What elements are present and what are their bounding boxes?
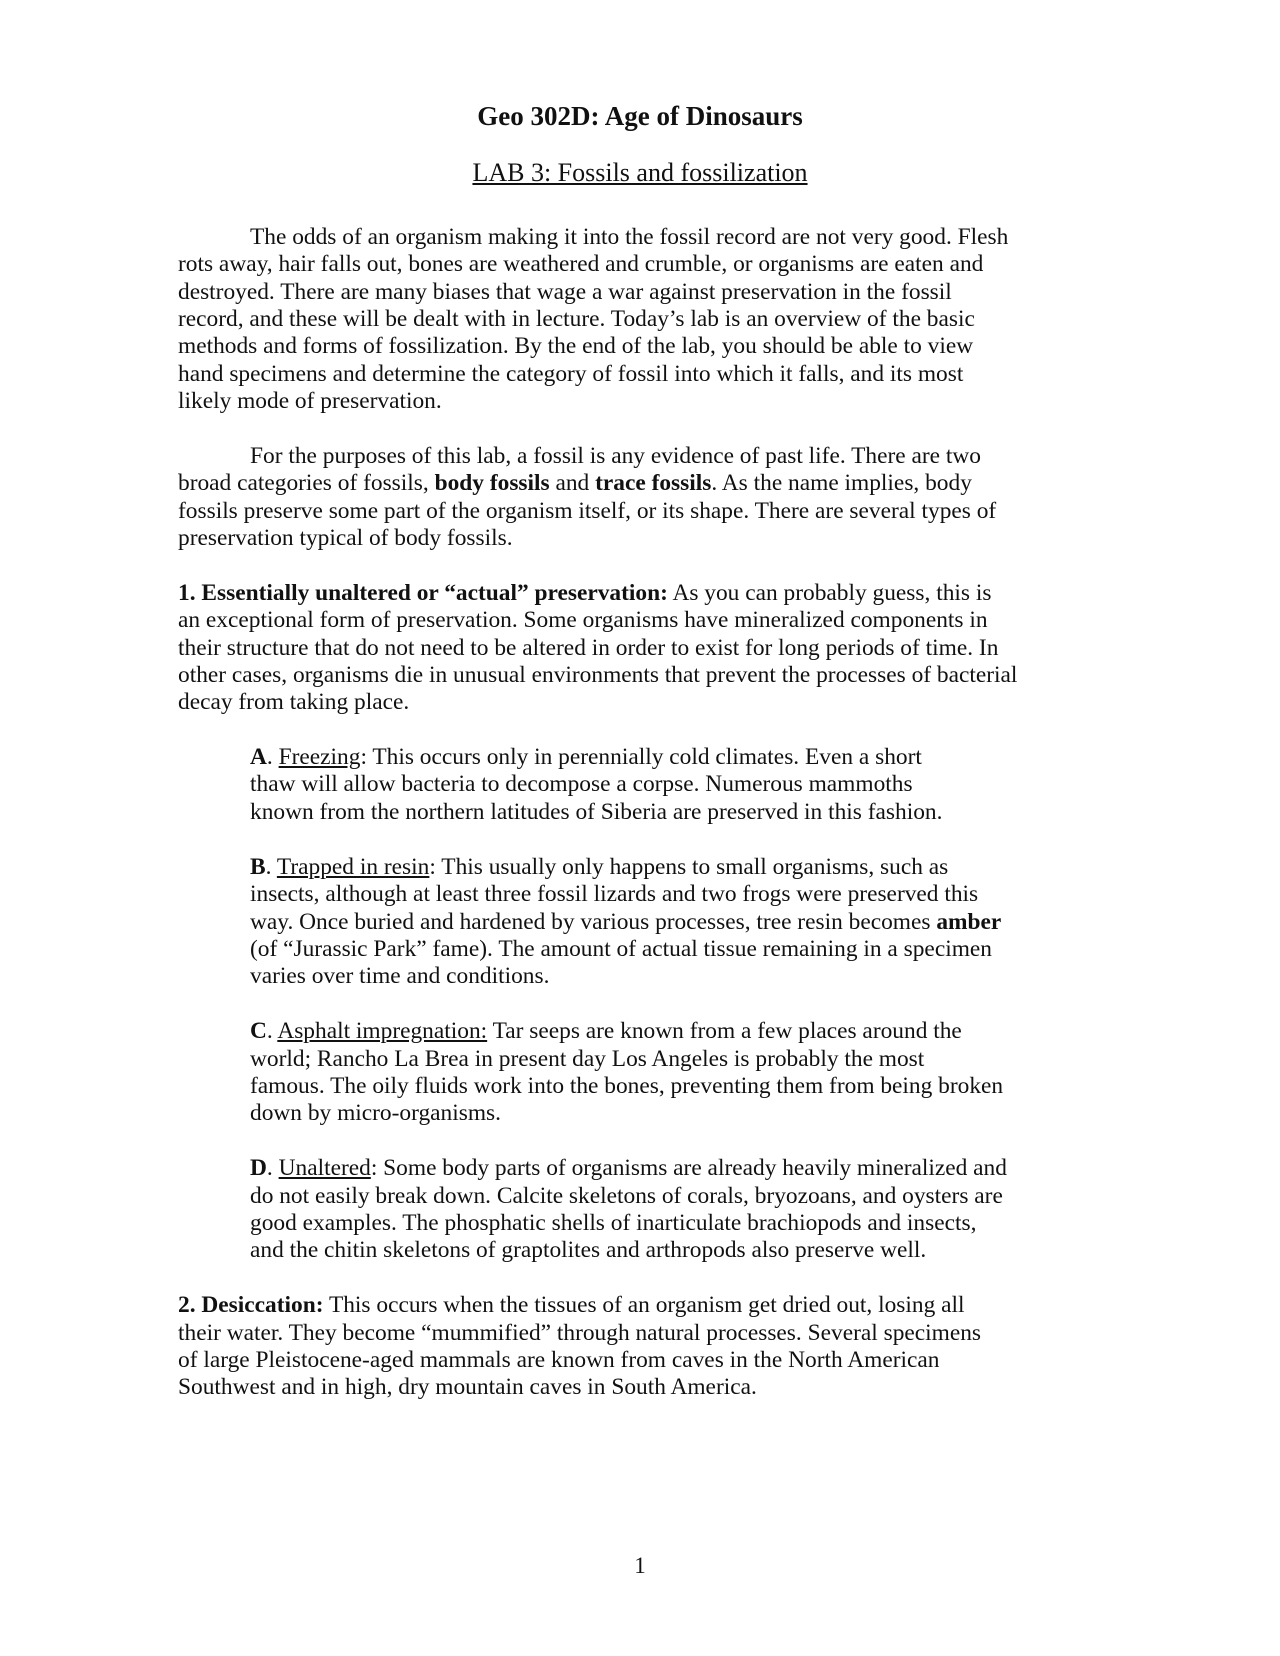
page-number: 1 [634, 1553, 646, 1578]
subsection-b-line: varies over time and conditions. [250, 963, 550, 989]
document-subtitle: LAB 3: Fossils and fossilization [472, 158, 808, 187]
text-span: and [549, 470, 596, 496]
asphalt-impregnation-term: Asphalt impregnation: [277, 1018, 488, 1044]
subsection-letter: B [250, 854, 266, 880]
section-1-heading: 1. Essentially unaltered or “actual” preservation: [178, 580, 668, 606]
text-span: way. Once buried and hardened by various processes, tree resin becomes [250, 909, 937, 935]
subsection-c-line: C. Asphalt impregnation: Tar seeps are known from a few places around the [250, 1018, 962, 1044]
subsection-c-line: world; Rancho La Brea in present day Los Angeles is probably the most [250, 1046, 925, 1072]
subsection-letter: C [250, 1018, 267, 1044]
text-span: : This occurs only in perennially cold climates. Even a short [360, 744, 922, 770]
intro-line: hand specimens and determine the category of fossil into which it falls, and its most [178, 361, 964, 387]
subsection-b-line: B. Trapped in resin: This usually only happens to small organisms, such as [250, 854, 949, 880]
purpose-line: fossils preserve some part of the organism itself, or its shape. There are several types of [178, 498, 997, 524]
subsection-a-line: thaw will allow bacteria to decompose a corpse. Numerous mammoths [250, 771, 913, 797]
subsection-b-line: (of “Jurassic Park” fame). The amount of actual tissue remaining in a specimen [250, 936, 992, 962]
unaltered-term: Unaltered [278, 1155, 371, 1181]
intro-line: record, and these will be dealt with in lecture. Today’s lab is an overview of the basic [178, 306, 975, 332]
subsection-a-line: known from the northern latitudes of Siberia are preserved in this fashion. [250, 799, 943, 825]
section-2-line: Southwest and in high, dry mountain caves in South America. [178, 1374, 757, 1400]
purpose-line [178, 469, 972, 497]
section-2-heading: 2. Desiccation: [178, 1292, 324, 1318]
trace-fossils-term: trace fossils [595, 470, 712, 496]
section-1-line: decay from taking place. [178, 689, 410, 715]
section-2-line [178, 1291, 965, 1319]
intro-line: destroyed. There are many biases that wage a war against preservation in the fossil [178, 279, 952, 305]
intro-line: methods and forms of fossilization. By the end of the lab, you should be able to view [178, 333, 974, 359]
subsection-a-line: A. Freezing: This occurs only in perennially cold climates. Even a short [250, 744, 922, 770]
section-1-line: their structure that do not need to be altered in order to exist for long periods of time. In [178, 635, 999, 661]
subsection-d-line: D. Unaltered: Some body parts of organisms are already heavily mineralized and [250, 1155, 1007, 1181]
subsection-c-line: down by micro-organisms. [250, 1100, 501, 1126]
section-2-line: of large Pleistocene-aged mammals are known from caves in the North American [178, 1347, 940, 1373]
subsection-letter: A [250, 744, 267, 770]
purpose-line: For the purposes of this lab, a fossil is any evidence of past life. There are two [250, 443, 981, 469]
text-span: : Some body parts of organisms are already heavily mineralized and [370, 1155, 1007, 1181]
subsection-d-line: and the chitin skeletons of graptolites and arthropods also preserve well. [250, 1237, 927, 1263]
subsection-d-line: good examples. The phosphatic shells of inarticulate brachiopods and insects, [250, 1210, 977, 1236]
text-span: This occurs when the tissues of an organism get dried out, losing all [323, 1292, 965, 1318]
section-2-line: their water. They become “mummified” through natural processes. Several specimens [178, 1320, 982, 1346]
amber-term: amber [936, 909, 1002, 935]
text-span: Tar seeps are known from a few places around the [487, 1018, 962, 1044]
body-fossils-term: body fossils [434, 470, 550, 496]
document-title: Geo 302D: Age of Dinosaurs [477, 101, 803, 131]
subsection-b-line [250, 908, 1001, 936]
purpose-line: preservation typical of body fossils. [178, 525, 513, 551]
intro-line: The odds of an organism making it into the fossil record are not very good. Flesh [250, 224, 1009, 250]
freezing-term: Freezing [278, 744, 361, 770]
section-1-line: an exceptional form of preservation. Some organisms have mineralized components in [178, 607, 988, 633]
subsection-b-line: insects, although at least three fossil lizards and two frogs were preserved this [250, 881, 979, 907]
text-span: . As the name implies, body [711, 470, 972, 496]
text-span: : This usually only happens to small organisms, such as [429, 854, 949, 880]
intro-line: likely mode of preservation. [178, 388, 442, 414]
section-1-line [178, 579, 991, 607]
subsection-c-line: famous. The oily fluids work into the bones, preventing them from being broken [250, 1073, 1004, 1099]
text-span: As you can probably guess, this is [667, 580, 992, 606]
section-1-line: other cases, organisms die in unusual environments that prevent the processes of bacterial [178, 662, 1018, 688]
trapped-in-resin-term: Trapped in resin [276, 854, 430, 880]
subsection-d-line: do not easily break down. Calcite skeletons of corals, bryozoans, and oysters are [250, 1183, 1003, 1209]
intro-line: rots away, hair falls out, bones are weathered and crumble, or organisms are eaten and [178, 251, 984, 277]
subsection-letter: D [250, 1155, 267, 1181]
text-span: broad categories of fossils, [178, 470, 435, 496]
